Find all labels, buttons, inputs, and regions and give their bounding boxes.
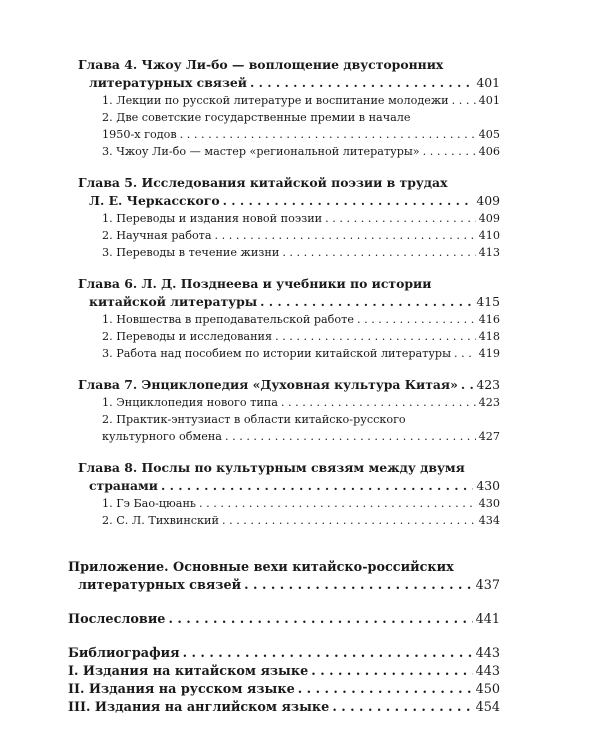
chapter-title xyxy=(78,376,500,394)
page-number: 427 xyxy=(478,430,500,443)
toc-chapter-5 xyxy=(78,174,500,261)
dot-leader xyxy=(281,394,476,411)
subsection-row xyxy=(102,227,500,244)
dot-leader xyxy=(168,611,472,629)
chapter-title-row xyxy=(78,192,500,210)
bibliography-item xyxy=(68,663,500,681)
afterword-row xyxy=(68,611,500,629)
bibliography-item-title: I. Издания на китайском языке xyxy=(68,664,309,679)
subsection-row xyxy=(102,311,500,328)
subsection-row xyxy=(102,394,500,411)
page-number: 441 xyxy=(475,612,500,627)
subsection-title-line1: 2. Две советские государственные премии в начале xyxy=(102,111,411,124)
subsection-title-line2: культурного обмена xyxy=(102,430,222,443)
page-number: 406 xyxy=(478,145,500,158)
chapter-title-line2: литературных связей xyxy=(89,75,247,90)
page-number: 434 xyxy=(478,514,500,527)
toc-subsection xyxy=(78,345,500,362)
chapter-title xyxy=(78,275,500,311)
page-number: 443 xyxy=(475,664,500,679)
chapter-title-row xyxy=(78,477,500,495)
dot-leader xyxy=(180,126,476,143)
toc-subsection xyxy=(78,210,500,227)
subsection-row xyxy=(102,328,500,345)
page-number: 415 xyxy=(476,294,500,309)
bibliography-item-title: II. Издания на русском языке xyxy=(68,682,295,697)
chapter-title xyxy=(78,459,500,495)
dot-leader xyxy=(325,210,476,227)
toc-subsection xyxy=(78,227,500,244)
chapter-title-line2: Л. Е. Черкасского xyxy=(89,193,220,208)
chapter-title-line1: Глава 5. Исследования китайской поэзии в трудах xyxy=(78,175,448,190)
subsection-title: 3. Переводы в течение жизни xyxy=(102,246,280,259)
dot-leader xyxy=(225,428,476,445)
toc-subsection xyxy=(78,244,500,261)
toc-subsection xyxy=(78,512,500,529)
page-number: 454 xyxy=(475,700,500,715)
dot-leader xyxy=(298,681,473,699)
subsection-title: 1. Гэ Бао-цюань xyxy=(102,497,197,510)
toc-subsection xyxy=(78,394,500,411)
chapter-title-text: Глава 7. Энциклопедия «Духовная культура Китая» xyxy=(78,377,458,392)
dot-leader xyxy=(223,192,474,210)
subsection-row xyxy=(102,126,500,143)
chapter-title-row xyxy=(78,293,500,311)
subsection-row xyxy=(102,512,500,529)
toc-subsection xyxy=(78,109,500,143)
toc-afterword xyxy=(68,611,500,629)
dot-leader xyxy=(454,345,476,362)
toc-chapter-4 xyxy=(78,56,500,160)
chapter-title-line1: Глава 4. Чжоу Ли-бо — воплощение двусторонних xyxy=(78,57,444,72)
toc-chapter-8 xyxy=(78,459,500,529)
toc-bibliography xyxy=(68,645,500,717)
page-number: 401 xyxy=(478,94,500,107)
toc-subsection xyxy=(78,311,500,328)
subsection-title: 3. Чжоу Ли-бо — мастер «региональной литературы» xyxy=(102,145,420,158)
dot-leader xyxy=(183,645,473,663)
toc-appendix xyxy=(68,559,500,595)
dot-leader xyxy=(282,244,475,261)
chapter-title xyxy=(78,56,500,92)
chapter-title-line2: китайской литературы xyxy=(89,294,258,309)
page-number: 418 xyxy=(478,330,500,343)
toc-subsection xyxy=(78,495,500,512)
subsection-title: 2. Переводы и исследования xyxy=(102,330,273,343)
subsection-row xyxy=(102,495,500,512)
dot-leader xyxy=(311,663,472,681)
subsection-row xyxy=(102,244,500,261)
toc-subsection xyxy=(78,328,500,345)
page-number: 413 xyxy=(478,246,500,259)
bibliography-row xyxy=(68,645,500,663)
subsection-title: 3. Работа над пособием по истории китайской литературы xyxy=(102,347,451,360)
page-number: 409 xyxy=(478,212,500,225)
appendix-title-line2: литературных связей xyxy=(78,578,242,593)
subsection-row xyxy=(102,143,500,160)
toc-chapter-6 xyxy=(78,275,500,362)
subsection-title: 1. Новшества в преподавательской работе xyxy=(102,313,354,326)
subsection-title: 1. Переводы и издания новой поэзии xyxy=(102,212,323,225)
dot-leader xyxy=(357,311,476,328)
dot-leader xyxy=(275,328,476,345)
toc-subsection xyxy=(78,143,500,160)
dot-leader xyxy=(250,74,473,92)
bibliography-item-title: III. Издания на английском языке xyxy=(68,700,330,715)
subsection-title: 2. С. Л. Тихвинский xyxy=(102,514,219,527)
bibliography-item xyxy=(68,681,500,699)
subsection-row xyxy=(102,345,500,362)
page-number: 423 xyxy=(478,396,500,409)
appendix-row xyxy=(78,577,500,595)
bibliography-items xyxy=(68,663,500,717)
dot-leader xyxy=(452,92,476,109)
subsection-row xyxy=(102,428,500,445)
page-number: 443 xyxy=(475,646,500,661)
subsection-title: 1. Энциклопедия нового типа xyxy=(102,396,278,409)
subsection-title-line2: 1950-х годов xyxy=(102,128,177,141)
subsection-title: 1. Лекции по русской литературе и воспитание молодежи xyxy=(102,94,449,107)
subsection-row xyxy=(102,92,500,109)
subsection-title-line1: 2. Практик-энтузиаст в области китайско-русского xyxy=(102,413,406,426)
page-number: 410 xyxy=(478,229,500,242)
bibliography-title: Библиография xyxy=(68,646,180,661)
page-number: 437 xyxy=(475,578,500,593)
page-number: 405 xyxy=(478,128,500,141)
chapter-title-line1: Глава 8. Послы по культурным связям между двумя xyxy=(78,460,465,475)
chapter-title-line1: Глава 6. Л. Д. Позднеева и учебники по истории xyxy=(78,276,432,291)
page-number: 401 xyxy=(476,75,500,90)
dot-leader xyxy=(215,227,476,244)
dot-leader xyxy=(332,699,472,717)
toc-chapter-7 xyxy=(78,376,500,445)
page-number: 416 xyxy=(478,313,500,326)
chapter-title-line2: странами xyxy=(89,478,158,493)
chapter-title xyxy=(78,174,500,210)
dot-leader xyxy=(244,577,472,595)
page-number: 423 xyxy=(476,377,500,392)
dot-leader xyxy=(461,376,474,394)
toc-subsection xyxy=(78,92,500,109)
dot-leader xyxy=(260,293,473,311)
page-number: 430 xyxy=(476,478,500,493)
bibliography-item xyxy=(68,699,500,717)
table-of-contents xyxy=(68,56,500,717)
dot-leader xyxy=(222,512,476,529)
toc-subsection xyxy=(78,411,500,445)
page-number: 419 xyxy=(478,347,500,360)
appendix-title-line1: Приложение. Основные вехи китайско-российских xyxy=(68,560,454,575)
chapter-title-row xyxy=(78,74,500,92)
page-number: 430 xyxy=(478,497,500,510)
chapter-title-row xyxy=(78,376,500,394)
subsection-title: 2. Научная работа xyxy=(102,229,212,242)
dot-leader xyxy=(423,143,476,160)
subsection-row xyxy=(102,210,500,227)
dot-leader xyxy=(161,477,473,495)
page-number: 450 xyxy=(475,682,500,697)
page-number: 409 xyxy=(476,193,500,208)
dot-leader xyxy=(199,495,476,512)
afterword-title: Послесловие xyxy=(68,612,166,627)
